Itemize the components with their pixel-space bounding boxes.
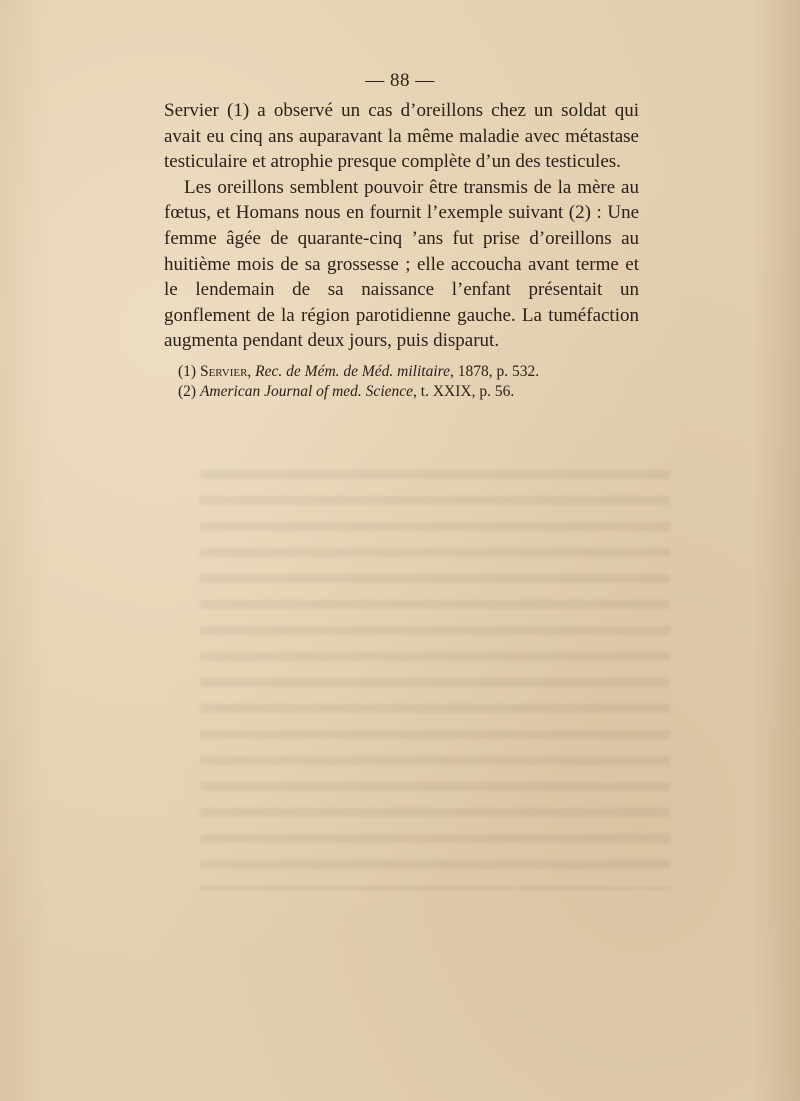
footnote-details: , 1878, p. 532. <box>450 363 540 380</box>
footnote-1 <box>178 362 648 382</box>
footnotes <box>178 362 648 402</box>
footnote-source: American Journal of med. Science <box>199 383 414 400</box>
body-text <box>164 98 639 354</box>
footnote-marker: (1) <box>178 363 197 380</box>
footnote-source: Rec. de Mém. de Méd. militaire <box>255 363 450 380</box>
footnote-author: Servier <box>199 363 248 380</box>
page-number: — 88 — <box>365 70 435 91</box>
footnote-details: , t. XXIX, p. 56. <box>413 383 515 400</box>
footnote-marker: (2) <box>178 383 197 400</box>
footnote-2 <box>178 382 648 402</box>
footnote-separator: , <box>247 363 256 380</box>
paragraph-1: Servier (1) a observé un cas d’oreillons chez un soldat qui avait eu cinq ans auparavant la même maladie avec métastase testiculaire et atrophie presque complète d’un des testicules. <box>164 100 639 173</box>
paragraph-2: Les oreillons semblent pouvoir être transmis de la mère au fœtus, et Homans nous en fournit l’exemple suivant (2) : Une femme âgée de quarante-cinq ’ans fut prise d’oreillons au huitième mois de sa grossesse ; elle accoucha avant terme et le lendemain de sa naissance l’enfant présentait un gonflement de la région parotidienne gauche. La tuméfaction augmenta pendant deux jours, puis disparut. <box>164 176 639 352</box>
reverse-page-show-through <box>200 470 670 890</box>
